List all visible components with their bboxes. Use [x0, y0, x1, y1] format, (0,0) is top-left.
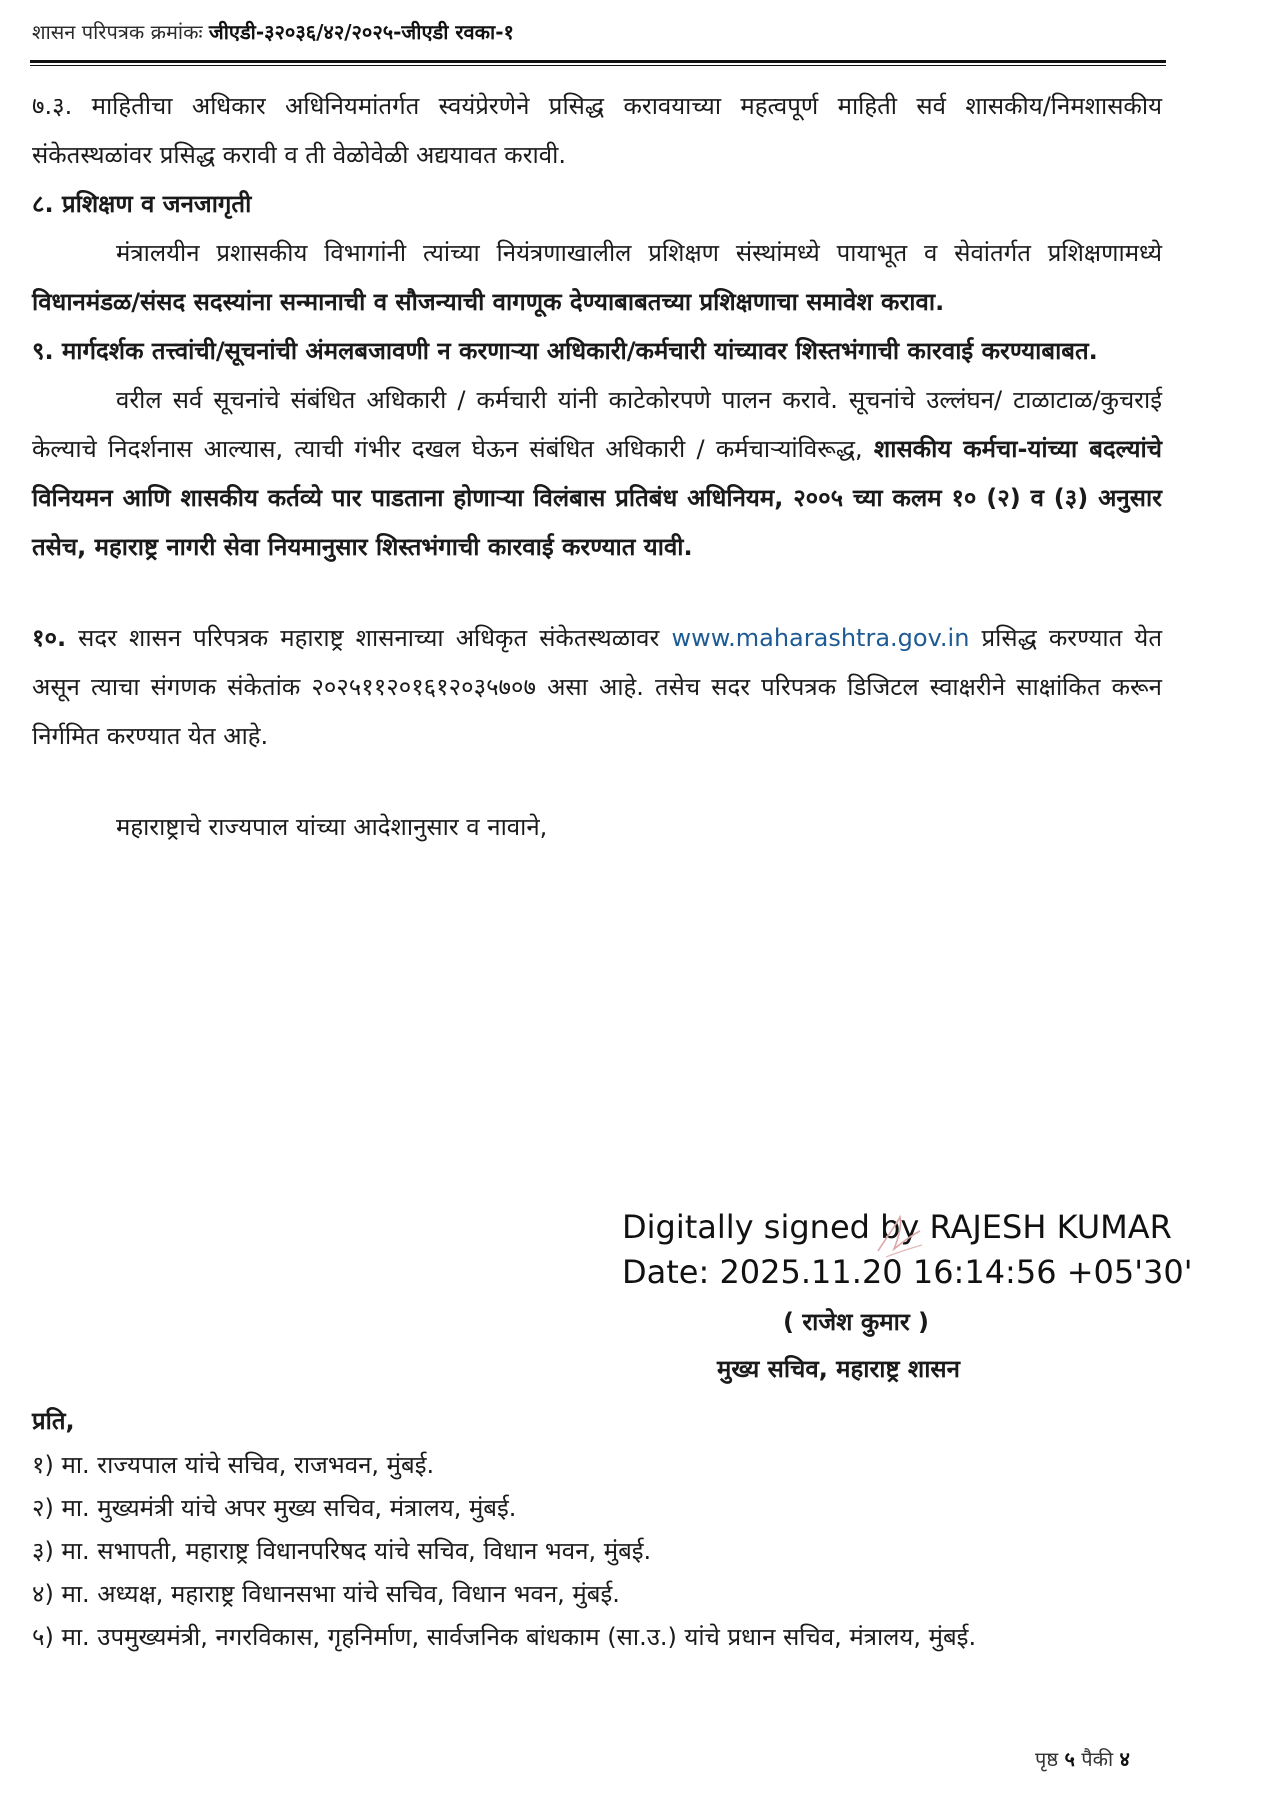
- section-8-text-plain: मंत्रालयीन प्रशासकीय विभागांनी त्यांच्या नियंत्रणाखालील प्रशिक्षण संस्थांमध्ये पायाभूत व सेवांतर्गत प्रशिक्षणामध्ये: [116, 239, 1162, 267]
- website-link[interactable]: www.maharashtra.gov.in: [671, 624, 970, 652]
- section-7-3: ७.३. माहितीचा अधिकार अधिनियमांतर्गत स्वयंप्रेरणेने प्रसिद्ध करावयाच्या महत्वपूर्ण माहिती सर्व शासकीय/निमशासकीय संकेतस्थळांवर प्रसिद्ध करावी व ती वेळोवेळी अद्ययावत करावी.: [32, 92, 1162, 169]
- recipient-item: ४) मा. अध्यक्ष, महाराष्ट्र विधानसभा यांचे सचिव, विधान भवन, मुंबई.: [32, 1580, 620, 1608]
- recipient-item: २) मा. मुख्यमंत्री यांचे अपर मुख्य सचिव, मंत्रालय, मुंबई.: [32, 1494, 517, 1522]
- page-prefix: पृष्ठ: [1035, 1747, 1065, 1771]
- page-total: ४: [1119, 1747, 1130, 1771]
- section-10-text: [32, 614, 1162, 761]
- section-9-text: [32, 376, 1162, 572]
- section-8-text: [32, 229, 1162, 327]
- section-9-text-bold: शासकीय कर्मचा-यांच्या बदल्यांचे विनियमन आणि शासकीय कर्तव्ये पार पाडताना होणाऱ्या विलंबास प्रतिबंध अधिनियम, २००५ च्या कलम १० (२) व (३) अनुसार तसेच, महाराष्ट्र नागरी सेवा नियमानुसार शिस्तभंगाची कारवाई करण्यात यावी.: [32, 435, 1162, 561]
- recipient-item: ५) मा. उपमुख्यमंत्री, नगरविकास, गृहनिर्माण, सार्वजनिक बांधकाम (सा.उ.) यांचे प्रधान सचिव, मंत्रालय, मुंबई.: [32, 1623, 977, 1651]
- document-body: [32, 82, 1162, 852]
- signatory-name: ( राजेश कुमार ): [783, 1308, 929, 1336]
- signature-signed-by: Digitally signed by RAJESH KUMAR: [622, 1208, 1172, 1246]
- closing-line: महाराष्ट्राचे राज्यपाल यांच्या आदेशानुसार व नावाने,: [116, 813, 548, 841]
- section-9-text-plain: वरील सर्व सूचनांचे संबंधित अधिकारी / कर्मचारी यांनी काटेकोरपणे पालन करावे. सूचनांचे उल्लंघन/ टाळाटाळ/कुचराई केल्याचे निदर्शनास आल्यास, त्याची गंभीर दखल घेऊन संबंधित अधिकारी / कर्मचाऱ्यांविरूद्ध,: [32, 386, 1162, 463]
- section-9-heading: ९. मार्गदर्शक तत्त्वांची/सूचनांची अंमलबजावणी न करणाऱ्या अधिकारी/कर्मचारी यांच्यावर शिस्तभंगाची कारवाई करण्याबाबत.: [32, 337, 1098, 365]
- section-8-text-bold: विधानमंडळ/संसद सदस्यांना सन्मानाची व सौजन्याची वागणूक देण्याबाबतच्या प्रशिक्षणाचा समावेश करावा.: [32, 288, 945, 316]
- header-rule-thick: [30, 60, 1166, 63]
- recipient-item: ३) मा. सभापती, महाराष्ट्र विधानपरिषद यांचे सचिव, विधान भवन, मुंबई.: [32, 1537, 652, 1565]
- recipients-list: [32, 1398, 1162, 1659]
- section-10-text-part1: सदर शासन परिपत्रक महाराष्ट्र शासनाच्या अधिकृत संकेतस्थळावर: [66, 624, 672, 652]
- section-10-text-part2: प्रसिद्ध करण्यात येत असून त्याचा संगणक संकेतांक २०२५११२०१६१२०३५७०७ असा आहे. तसेच सदर परिपत्रक डिजिटल स्वाक्षरीने साक्षांकित करून निर्गमित करण्यात येत आहे.: [32, 624, 1162, 750]
- signature-date: Date: 2025.11.20 16:14:56 +05'30': [622, 1253, 1193, 1291]
- header-rule-thin: [30, 65, 1166, 66]
- section-8-heading: ८. प्रशिक्षण व जनजागृती: [32, 190, 252, 218]
- page-middle: पैकी: [1074, 1747, 1120, 1771]
- header-prefix: शासन परिपत्रक क्रमांकः: [32, 20, 209, 44]
- signature-scribble-icon: [870, 1205, 930, 1265]
- circular-number: जीएडी-३२०३६/४२/२०२५-जीएडी रवका-१: [208, 20, 514, 44]
- signatory-designation: मुख्य सचिव, महाराष्ट्र शासन: [717, 1355, 960, 1383]
- recipients-title: प्रति,: [32, 1407, 75, 1435]
- page-current: ५: [1064, 1747, 1075, 1771]
- recipient-item: १) मा. राज्यपाल यांचे सचिव, राजभवन, मुंबई.: [32, 1451, 435, 1479]
- page-number: [1035, 1745, 1130, 1772]
- circular-reference-header: [32, 18, 514, 45]
- section-10-number: १०.: [32, 624, 67, 652]
